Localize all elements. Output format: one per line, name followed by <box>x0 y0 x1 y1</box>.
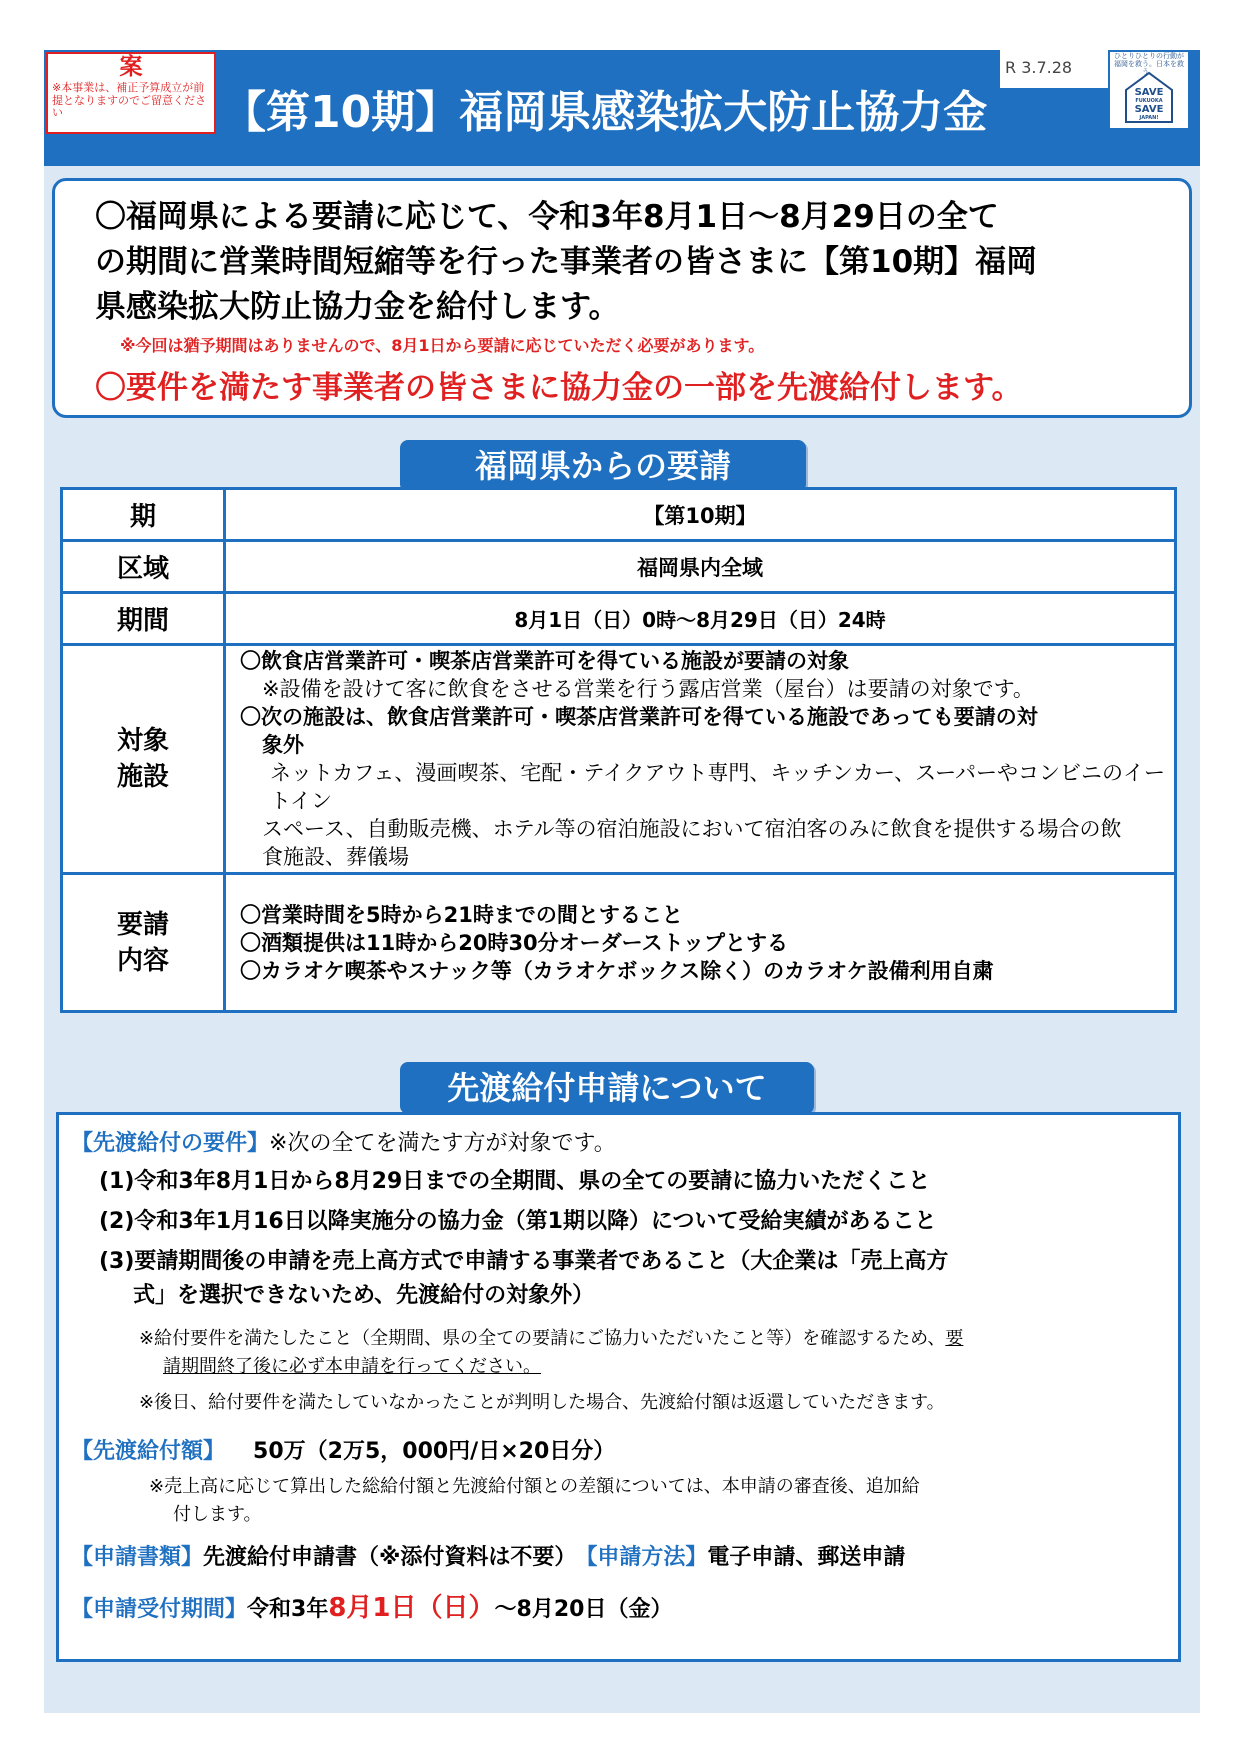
documents-value: 先渡給付申請書（※添付資料は不要） <box>203 1545 577 1570</box>
table-row <box>62 593 1176 645</box>
intro-line-3: 県感染拡大防止協力金を給付します。 <box>95 289 620 325</box>
logo-text-japan: JAPAN! <box>1139 115 1159 121</box>
intro-line-2: の期間に営業時間短縮等を行った事業者の皆さまに【第10期】福岡 <box>95 244 1038 280</box>
facility-label-2: 施設 <box>116 762 169 792</box>
logo-text-fukuoka: FUKUOKA <box>1135 98 1163 104</box>
page-title: 【第10期】福岡県感染拡大防止協力金 <box>222 87 988 138</box>
facility-line-4: 象外 <box>262 733 304 757</box>
application-period-start: 8月1日（日） <box>328 1593 495 1623</box>
method-value: 電子申請、郵送申請 <box>707 1545 906 1570</box>
facility-label-1: 対象 <box>116 726 169 756</box>
amount-detail: （2万5，000円/日×20日分） <box>305 1439 616 1464</box>
facility-line-3: 〇次の施設は、飲食店営業許可・喫茶店営業許可を得ている施設であっても要請の対 <box>240 705 1038 729</box>
period-value: 【第10期】 <box>225 489 1176 541</box>
intro-line-4: 〇要件を満たす事業者の皆さまに協力金の一部を先渡給付します。 <box>95 370 1023 406</box>
save-fukuoka-logo <box>1110 52 1188 128</box>
facility-line-6: スペース、自動販売機、ホテル等の宿泊施設において宿泊客のみに飲食を提供する場合の飲 <box>262 817 1122 841</box>
amount-line <box>71 1435 615 1469</box>
content-value <box>225 874 1176 1012</box>
content-label-2: 内容 <box>116 945 169 976</box>
grace-period-note: ※今回は猶予期間はありませんので、8月1日から要請に応じていただく必要があります。 <box>120 336 765 355</box>
amount-value: 50万 <box>253 1439 306 1464</box>
refund-note: ※後日、給付要件を満たしていなかったことが判明した場合、先渡給付額は返還していただきます。 <box>139 1392 945 1413</box>
confirmation-note <box>139 1325 963 1353</box>
confirmation-note-c: 請期間終了後に必ず本申請を行ってください。 <box>163 1356 541 1377</box>
application-period-prefix: 令和3年 <box>247 1597 329 1622</box>
facility-line-1: 〇飲食店営業許可・喫茶店営業許可を得ている施設が要請の対象 <box>240 649 849 673</box>
advance-heading: 先渡給付申請について <box>400 1062 814 1114</box>
application-period-end: ～8月20日（金） <box>494 1597 673 1622</box>
method-tag: 【申請方法】 <box>586 1545 708 1570</box>
application-period-line <box>71 1591 672 1627</box>
request-table <box>60 487 1177 1013</box>
content-line-1: 〇営業時間を5時から21時までの間とすること <box>240 902 683 927</box>
draft-note: ※本事業は、補正予算成立が前提となりますのでご留意ください <box>52 81 206 119</box>
amount-tag: 【先渡給付額】 <box>71 1439 226 1464</box>
requirement-item-2: (2)令和3年1月16日以降実施分の協力金（第1期以降）について受給実績があること <box>99 1209 937 1234</box>
document-date: R 3.7.28 <box>1005 58 1073 77</box>
intro-line-1: 〇福岡県による要請に応じて、令和3年8月1日～8月29日の全て <box>95 199 999 235</box>
draft-label: 案 <box>119 54 143 80</box>
documents-line <box>71 1541 905 1575</box>
draft-stamp <box>46 52 216 134</box>
requirements-header <box>71 1127 616 1161</box>
requirement-item-3: (3)要請期間後の申請を売上高方式で申請する事業者であること（大企業は「売上高方 <box>99 1249 949 1274</box>
facility-value <box>225 645 1176 874</box>
logo-text <box>1124 88 1174 122</box>
table-row <box>62 874 1176 1012</box>
requirement-item-3-cont: 式」を選択できないため、先渡給付の対象外） <box>133 1283 595 1308</box>
facility-line-5: ネットカフェ、漫画喫茶、宅配・テイクアウト専門、キッチンカー、スーパーやコンビニのイートイン <box>270 761 1166 813</box>
amount-note-2: 付します。 <box>173 1504 262 1525</box>
content-label <box>62 874 225 1012</box>
logo-text-save-1: SAVE <box>1134 87 1164 98</box>
requirements-intro: ※次の全てを満たす方が対象です。 <box>269 1131 616 1156</box>
content-line-3: 〇カラオケ喫茶やスナック等（カラオケボックス除く）のカラオケ設備利用自粛 <box>240 958 994 983</box>
logo-text-save-2: SAVE <box>1134 104 1164 115</box>
intro-box <box>52 178 1192 418</box>
documents-tag: 【申請書類】 <box>71 1545 204 1570</box>
term-label: 期間 <box>62 593 225 645</box>
content-label-1: 要請 <box>116 909 169 940</box>
facility-line-2: ※設備を設けて客に飲食をさせる営業を行う露店営業（屋台）は要請の対象です。 <box>262 677 1034 701</box>
period-label: 期 <box>62 489 225 541</box>
table-row <box>62 489 1176 541</box>
confirmation-note-b: 要 <box>945 1328 964 1349</box>
request-heading: 福岡県からの要請 <box>400 440 806 492</box>
content-line-2: 〇酒類提供は11時から20時30分オーダーストップとする <box>240 930 788 955</box>
logo-tagline: ひとりひとりの行動が福岡を救う。日本を救う。 <box>1114 52 1184 76</box>
facility-label <box>62 645 225 874</box>
table-row <box>62 541 1176 593</box>
term-value: 8月1日（日）0時～8月29日（日）24時 <box>225 593 1176 645</box>
advance-box <box>56 1112 1181 1662</box>
amount-note-1: ※売上高に応じて算出した総給付額と先渡給付額との差額については、本申請の審査後、追加給 <box>149 1476 920 1497</box>
table-row <box>62 645 1176 874</box>
requirements-tag: 【先渡給付の要件】 <box>71 1131 270 1156</box>
requirement-item-1: (1)令和3年8月1日から8月29日までの全期間、県の全ての要請に協力いただくこと <box>99 1169 931 1194</box>
facility-line-7: 食施設、葬儀場 <box>262 845 409 869</box>
application-period-tag: 【申請受付期間】 <box>71 1597 248 1622</box>
confirmation-note-a: ※給付要件を満たしたこと（全期間、県の全ての要請にご協力いただいたこと等）を確認するため、 <box>139 1328 946 1349</box>
area-value: 福岡県内全域 <box>225 541 1176 593</box>
area-label: 区域 <box>62 541 225 593</box>
